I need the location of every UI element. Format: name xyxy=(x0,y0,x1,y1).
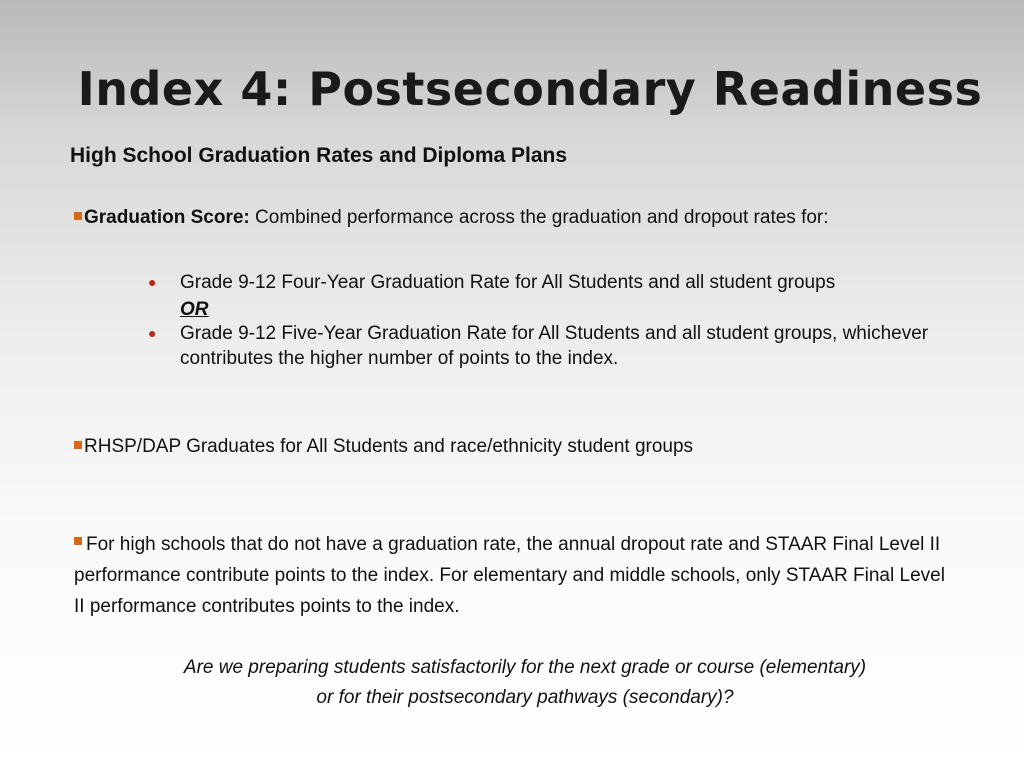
or-connector: OR xyxy=(180,298,209,320)
graduation-score-bullet xyxy=(74,207,829,230)
no-graduation-rate-text: For high schools that do not have a graduation rate, the annual dropout rate and STAAR Final Level II performance contribute points to the index. For elementary and middle schools, only STAAR Final Level II performance contributes points to the index. xyxy=(74,534,945,617)
rhsp-dap-bullet xyxy=(74,436,693,459)
rhsp-dap-text: RHSP/DAP Graduates for All Students and race/ethnicity student groups xyxy=(84,436,694,457)
slide-title: Index 4: Postsecondary Readiness xyxy=(77,62,983,116)
round-bullet-icon: ● xyxy=(148,325,157,342)
round-bullet-icon: ● xyxy=(148,274,157,290)
guiding-question xyxy=(0,653,1024,714)
square-bullet-icon xyxy=(74,537,82,545)
five-year-rate-text: Grade 9-12 Five-Year Graduation Rate for All Students and all student groups, whichever contributes the higher number of points to the index. xyxy=(180,323,929,370)
square-bullet-icon xyxy=(74,441,82,449)
four-year-rate-text: Grade 9-12 Four-Year Graduation Rate for All Students and all student groups xyxy=(180,272,836,293)
graduation-score-text: Combined performance across the graduation and dropout rates for: xyxy=(249,207,829,228)
list-item xyxy=(148,271,948,296)
list-item xyxy=(148,322,948,371)
guiding-question-line-1: Are we preparing students satisfactorily for the next grade or course (elementary) xyxy=(183,657,867,678)
graduation-rate-list xyxy=(148,271,948,372)
slide-subtitle: High School Graduation Rates and Diploma Plans xyxy=(70,144,568,167)
graduation-score-label: Graduation Score: xyxy=(84,207,250,228)
guiding-question-line-2: or for their postsecondary pathways (secondary)? xyxy=(316,687,734,709)
square-bullet-icon xyxy=(74,212,82,220)
no-graduation-rate-bullet xyxy=(74,530,954,622)
